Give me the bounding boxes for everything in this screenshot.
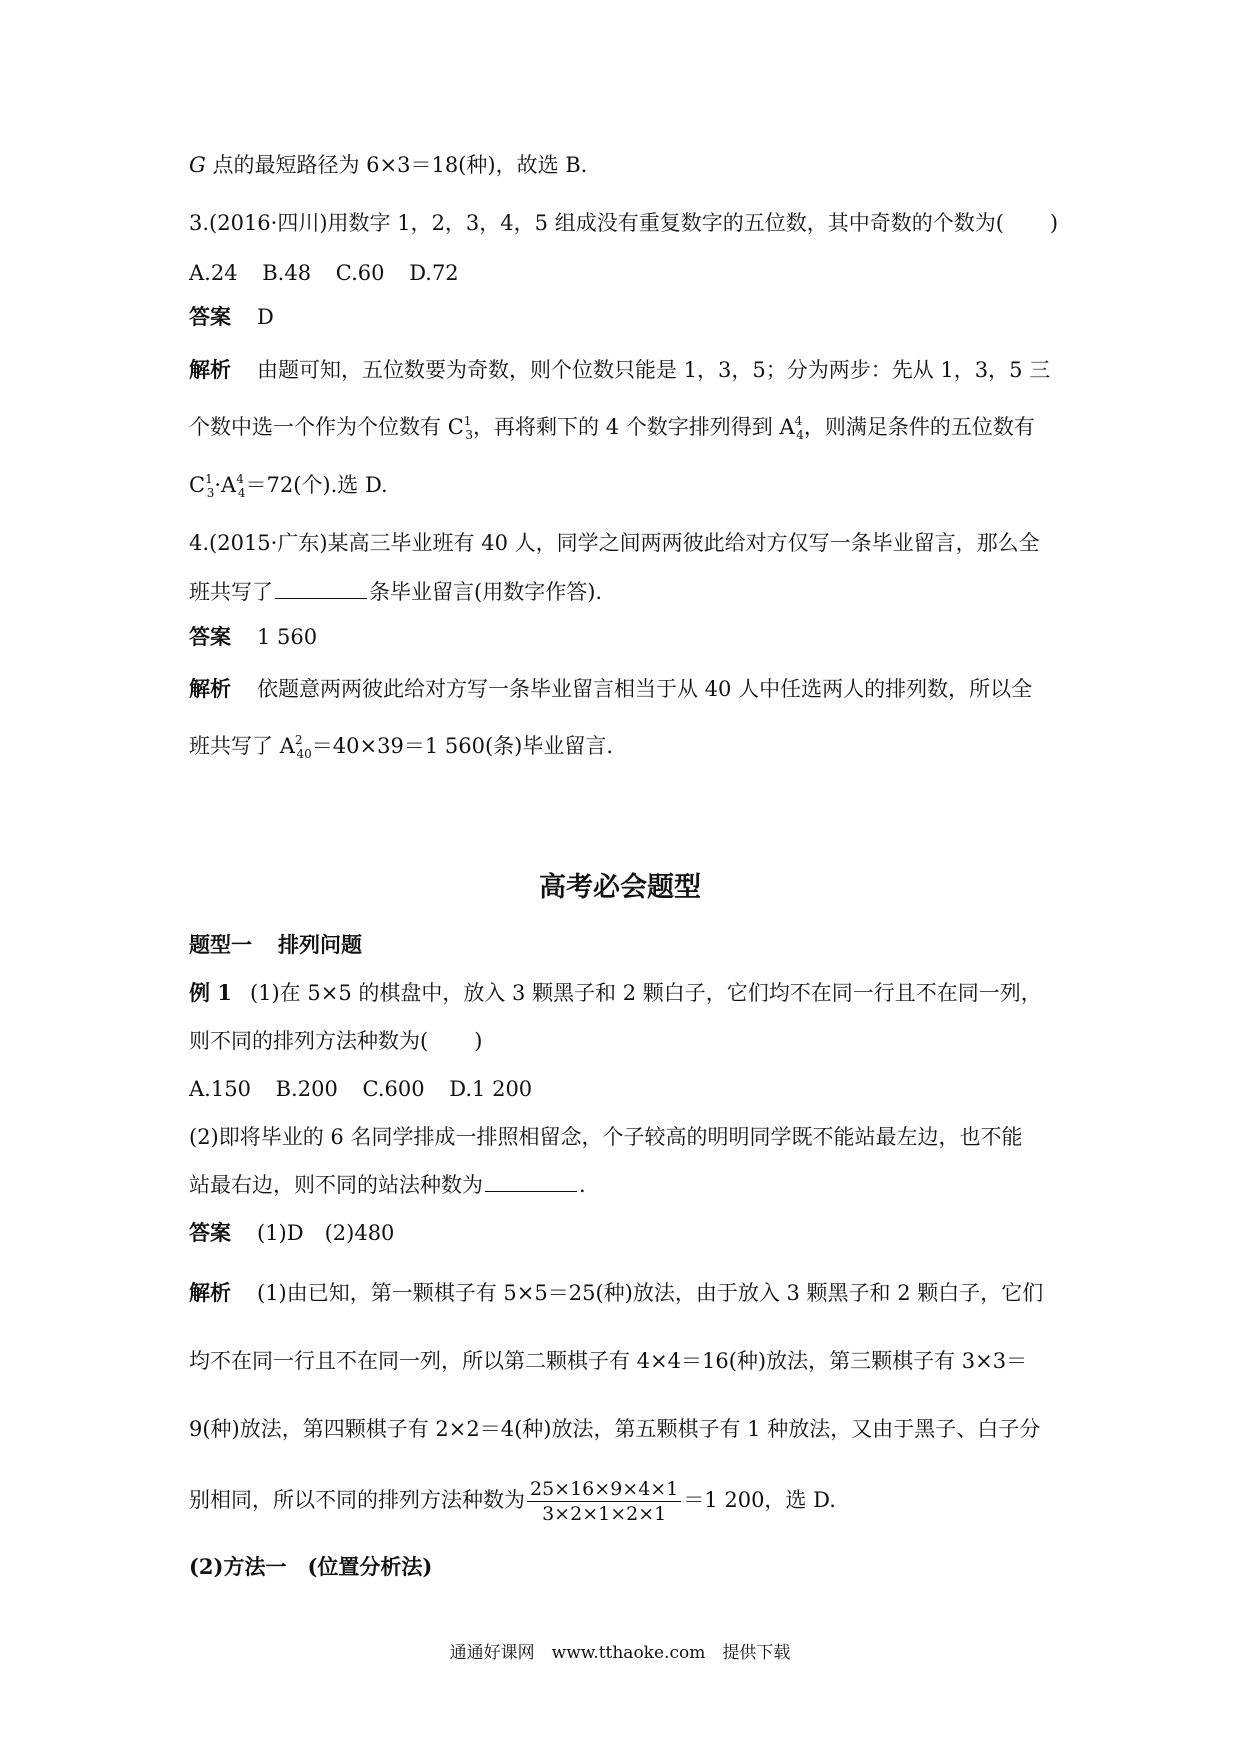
type-one-title bbox=[189, 930, 1069, 960]
option-a: A.150 bbox=[189, 1077, 251, 1101]
answer-blank bbox=[275, 580, 367, 599]
text-span: ＝40×39＝1 560(条)毕业留言. bbox=[311, 734, 613, 758]
text-span: 均不在同一行且不在同一列，所以第二颗棋子有 4×4＝16(种)放法，第三颗棋子有 3×3＝ bbox=[189, 1349, 1028, 1373]
answer-label: 答案 bbox=[189, 624, 231, 649]
question-text: 4.(2015·广东)某高三毕业班有 40 人，同学之间两两彼此给对方仅写一条毕业留言，那么全 bbox=[189, 531, 1040, 555]
text-span: 由题可知，五位数要为奇数，则个位数只能是 1，3，5；分为两步：先从 1，3，5 三 bbox=[257, 358, 1051, 382]
page-footer: 通通好课网 www.tthaoke.com 提供下载 bbox=[449, 1643, 791, 1663]
question-4-line1 bbox=[189, 528, 1069, 558]
example-label: 例 1 bbox=[189, 980, 232, 1005]
explanation-q3-line2 bbox=[189, 412, 1069, 442]
text-span: ＝72(个).选 D. bbox=[245, 473, 388, 497]
explanation-q3-line1 bbox=[189, 355, 1069, 385]
answer-q3 bbox=[189, 302, 1069, 332]
text-span: ，再将剩下的 4 个数字排列得到 bbox=[473, 415, 780, 439]
text-span: 点的最短路径为 6×3＝18(种)，故选 B. bbox=[212, 153, 588, 177]
answer-value: (1)D (2)480 bbox=[257, 1221, 395, 1245]
option-b: B.48 bbox=[262, 261, 312, 285]
variable-g: G bbox=[189, 153, 206, 177]
combination-symbol: $C^1_3$ bbox=[447, 414, 474, 442]
explanation-q4-line2 bbox=[189, 731, 1069, 761]
permutation-symbol: $A^4_4$ bbox=[221, 472, 246, 500]
permutation-symbol: $A^2_{40}$ bbox=[279, 733, 312, 761]
permutation-symbol: $A^4_4$ bbox=[779, 414, 804, 442]
example-1-part2-line2 bbox=[189, 1170, 1069, 1200]
answer-value: D bbox=[257, 305, 274, 329]
option-a: A.24 bbox=[189, 261, 238, 285]
text-span: (1)在 5×5 的棋盘中，放入 3 颗黑子和 2 颗白子，它们均不在同一行且不在同一列， bbox=[249, 981, 1042, 1005]
text-line bbox=[189, 150, 1069, 180]
question-3 bbox=[189, 208, 1069, 238]
combination-symbol: $C^1_3$ bbox=[189, 472, 215, 500]
answer-q4 bbox=[189, 622, 1069, 652]
text-span: ＝1 200，选 D. bbox=[683, 1488, 836, 1512]
answer-label: 答案 bbox=[189, 1220, 231, 1245]
option-c: C.600 bbox=[362, 1077, 425, 1101]
explanation-example-1-line1 bbox=[189, 1278, 1069, 1308]
answer-value: 1 560 bbox=[257, 625, 318, 649]
text-span: 站最右边，则不同的站法种数为 bbox=[189, 1173, 483, 1197]
explanation-label: 解析 bbox=[189, 357, 231, 382]
option-d: D.1 200 bbox=[449, 1077, 533, 1101]
text-span: . bbox=[579, 1173, 586, 1197]
method-one-title: (2)方法一 (位置分析法) bbox=[189, 1554, 433, 1579]
text-span: 班共写了 bbox=[189, 734, 280, 758]
example-1-part2-line1 bbox=[189, 1122, 1069, 1152]
explanation-q3-line3: $C^1_3\cdot A^4_4=72$(个).选 D. bbox=[189, 472, 388, 500]
text-span: 条毕业留言(用数字作答). bbox=[369, 580, 603, 604]
explanation-q4-line1 bbox=[189, 674, 1069, 704]
question-text: 3.(2016·四川)用数字 1，2，3，4，5 组成没有重复数字的五位数，其中奇数的个数为( bbox=[189, 211, 1004, 235]
question-4-line2 bbox=[189, 577, 1069, 607]
text-span: ，则满足条件的五位数有 bbox=[803, 415, 1035, 439]
option-c: C.60 bbox=[335, 261, 385, 285]
text-span: (1)由已知，第一颗棋子有 5×5＝25(种)放法，由于放入 3 颗黑子和 2 颗白子，它们 bbox=[257, 1281, 1044, 1305]
answer-label: 答案 bbox=[189, 304, 231, 329]
paren-close: ) bbox=[1049, 211, 1059, 235]
option-b: B.200 bbox=[275, 1077, 338, 1101]
text-span: 个数中选一个作为个位数有 bbox=[189, 415, 448, 439]
text-span: 班共写了 bbox=[189, 580, 273, 604]
text-span: 9(种)放法，第四颗棋子有 2×2＝4(种)放法，第五颗棋子有 1 种放法，又由于黑子、白子分 bbox=[189, 1417, 1041, 1441]
fraction-numerator: 25×16×9×4×1 bbox=[527, 1477, 681, 1502]
type-title: 排列问题 bbox=[278, 932, 362, 957]
options-example-1 bbox=[189, 1074, 1069, 1104]
fraction bbox=[527, 1477, 681, 1526]
explanation-label: 解析 bbox=[189, 1280, 231, 1305]
answer-example-1 bbox=[189, 1218, 1069, 1248]
example-1-line2 bbox=[189, 1026, 1069, 1056]
answer-blank bbox=[485, 1173, 577, 1192]
paren-close: ) bbox=[474, 1029, 483, 1053]
options-q3 bbox=[189, 258, 1069, 288]
fraction-denominator: 3×2×1×2×1 bbox=[542, 1503, 667, 1525]
text-span: (2)即将毕业的 6 名同学排成一排照相留念，个子较高的明明同学既不能站最左边，也不能 bbox=[189, 1125, 1023, 1149]
text-span: 则不同的排列方法种数为( bbox=[189, 1029, 429, 1053]
text-span: 依题意两两彼此给对方写一条毕业留言相当于从 40 人中任选两人的排列数，所以全 bbox=[257, 677, 1033, 701]
option-d: D.72 bbox=[409, 261, 459, 285]
section-heading: 高考必会题型 bbox=[539, 872, 701, 903]
text-span: 别相同，所以不同的排列方法种数为 bbox=[189, 1488, 525, 1512]
explanation-example-1-line2 bbox=[189, 1346, 1069, 1376]
explanation-label: 解析 bbox=[189, 676, 231, 701]
type-label: 题型一 bbox=[189, 932, 252, 957]
example-1-line1 bbox=[189, 978, 1069, 1008]
explanation-example-1-line3 bbox=[189, 1414, 1069, 1444]
explanation-example-1-line4 bbox=[189, 1472, 1069, 1528]
